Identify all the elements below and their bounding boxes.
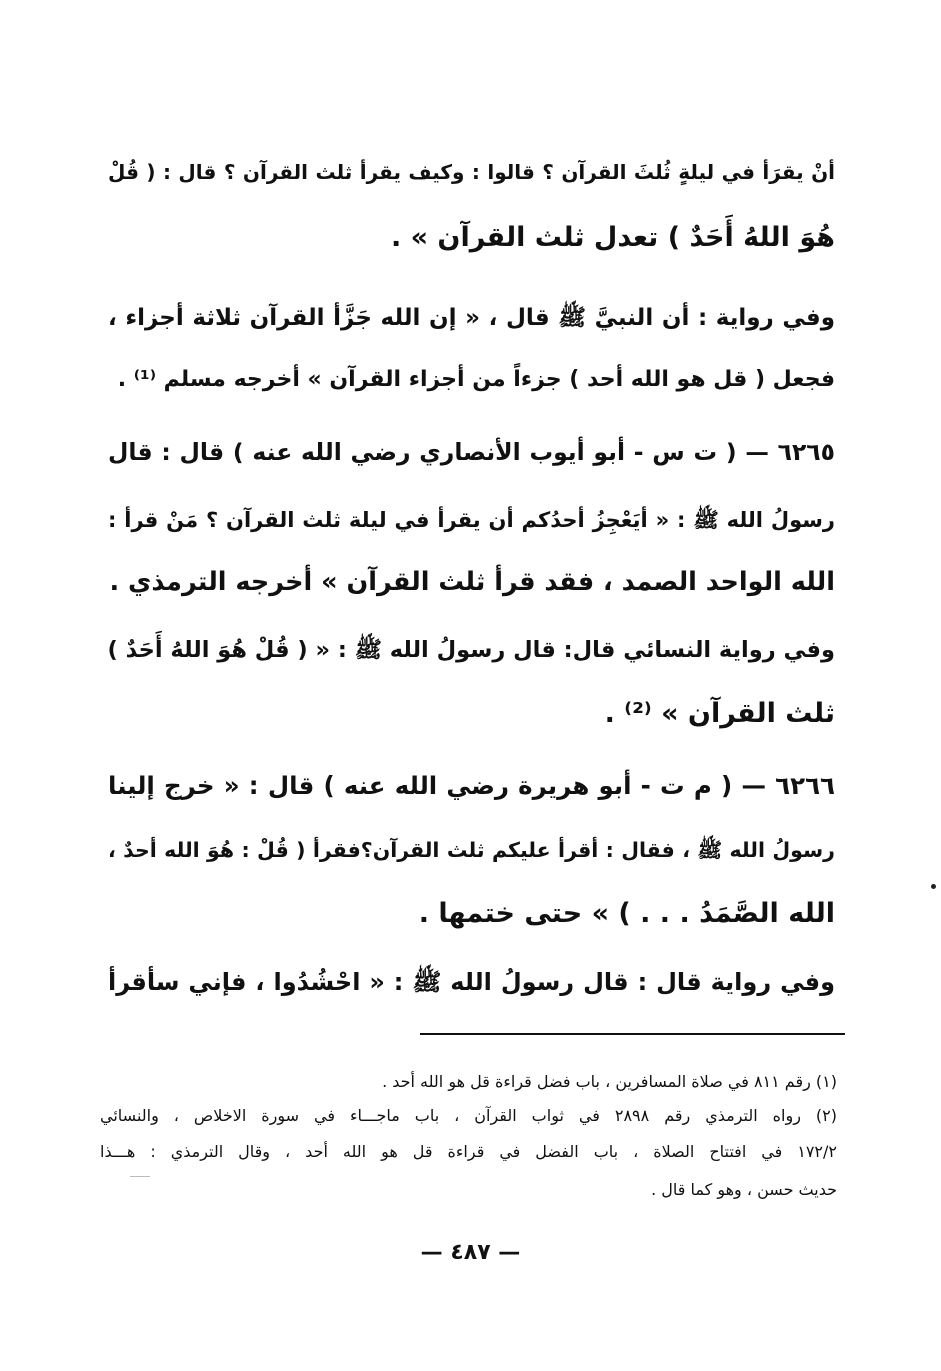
footnote-2-line-3: حديث حسن ، وهو كما قال . bbox=[651, 1180, 837, 1199]
body-line-7: الله الواحد الصمد ، فقد قرأ ثلث القرآن » أخرجه الترمذي . bbox=[109, 567, 835, 597]
footnote-2-line-1: (٢) رواه الترمذي رقم ٢٨٩٨ في ثواب القرآن ، باب ماجـــاء في سورة الاخلاص ، والنسائي bbox=[100, 1106, 838, 1125]
body-line-8: وفي رواية النسائي قال: قال رسولُ الله ﷺ : « ( قُلْ هُوَ اللهُ أَحَدٌ ) bbox=[107, 637, 835, 663]
body-line-2: هُوَ اللهُ أَحَدٌ ) تعدل ثلث القرآن » . bbox=[390, 222, 835, 253]
footnote-1: (١) رقم ٨١١ في صلاة المسافرين ، باب فضل قراءة قل هو الله أحد . bbox=[382, 1072, 837, 1091]
scan-speck bbox=[931, 884, 936, 889]
body-line-3: وفي رواية : أن النبيَّ ﷺ قال ، « إن الله جَزَّأ القرآن ثلاثة أجزاء ، bbox=[108, 305, 835, 331]
body-line-11: رسولُ الله ﷺ ، فقال : أقرأ عليكم ثلث القرآن؟فقرأ ( قُلْ : هُوَ الله أحدٌ ، bbox=[108, 838, 835, 862]
body-line-12: الله الصَّمَدُ . . . ) » حتى ختمها . bbox=[418, 898, 835, 929]
body-line-13: وفي رواية قال : قال رسولُ الله ﷺ : « احْشُدُوا ، فإني سأقرأ bbox=[108, 968, 835, 996]
body-line-9: ثلث القرآن » ⁽²⁾ . bbox=[604, 698, 835, 729]
body-line-6: رسولُ الله ﷺ : « أيَعْجِزُ أحدُكم أن يقرأ في ليلة ثلث القرآن ؟ مَنْ قرأ : bbox=[108, 508, 835, 532]
footnote-2-line-2: ١٧٢/٢ في افتتاح الصلاة ، باب الفضل في قراءة قل هو الله أحد ، وقال الترمذي : هـــذا bbox=[100, 1142, 837, 1161]
footnote-separator bbox=[420, 1033, 845, 1035]
body-line-4: فجعل ( قل هو الله أحد ) جزءاً من أجزاء القرآن » أخرجه مسلم ⁽¹⁾ . bbox=[117, 367, 835, 392]
scan-mark bbox=[130, 1176, 150, 1177]
hadith-6266-heading: ٦٢٦٦ — ( م ت - أبو هريرة رضي الله عنه ) قال : « خرج إلينا bbox=[108, 771, 835, 800]
page-number: — ٤٨٧ — bbox=[420, 1240, 521, 1265]
body-line-1: أنْ يقرَأ في ليلةٍ ثُلثَ القرآن ؟ قالوا : وكيف يقرأ ثلث القرآن ؟ قال : ( قُلْ bbox=[108, 160, 835, 184]
hadith-6265-heading: ٦٢٦٥ — ( ت س - أبو أيوب الأنصاري رضي الله عنه ) قال : قال bbox=[108, 438, 835, 466]
